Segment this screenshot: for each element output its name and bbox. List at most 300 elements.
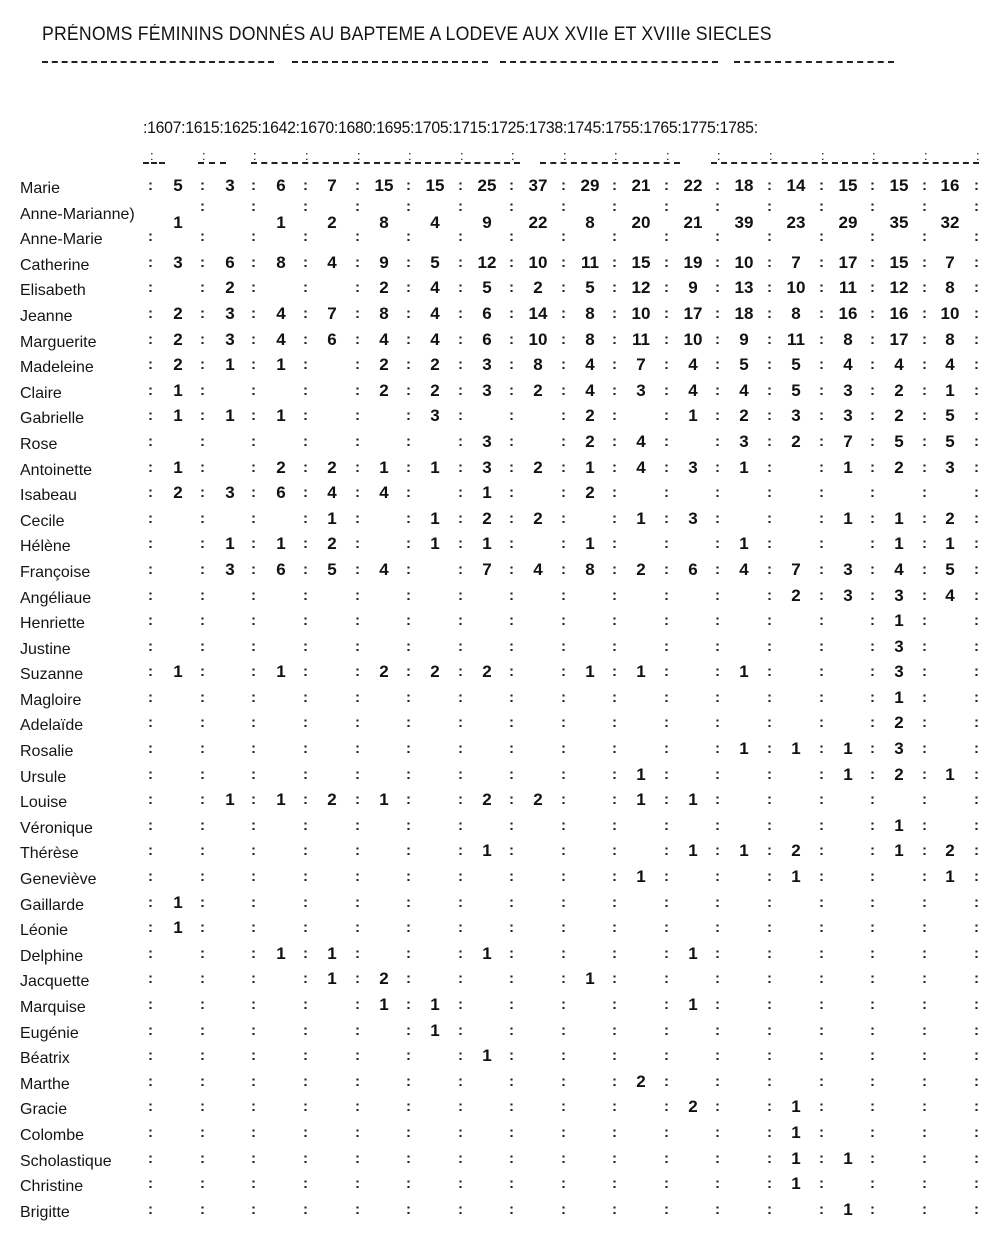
column-separator: :	[922, 714, 927, 732]
column-separator: :	[355, 637, 360, 655]
column-separator: :	[976, 148, 980, 163]
column-separator: :	[767, 637, 772, 655]
column-separator: :	[767, 791, 772, 809]
column-separator: :	[870, 381, 875, 399]
column-separator: :	[251, 944, 256, 962]
cell-value: 1	[945, 534, 955, 554]
column-separator: :	[406, 304, 411, 322]
column-separator: :	[509, 535, 514, 553]
column-separator: :	[870, 177, 875, 194]
row-name: Rose	[20, 435, 58, 453]
cell-value: 15	[838, 176, 858, 195]
column-separator: :	[148, 1123, 153, 1141]
column-separator: :	[561, 893, 566, 911]
title-underline	[42, 54, 894, 68]
column-separator: :	[148, 944, 153, 962]
column-separator: :	[819, 1175, 824, 1193]
column-separator: :	[561, 304, 566, 322]
row-name: Jeanne	[20, 307, 73, 325]
column-separator: :	[870, 197, 875, 215]
column-separator: :	[251, 432, 256, 450]
column-separator: :	[355, 1047, 360, 1065]
column-separator: :	[303, 868, 308, 886]
table-row	[0, 197, 1000, 232]
column-separator: :	[974, 1175, 979, 1193]
column-separator: :	[458, 304, 463, 322]
column-separator: :	[303, 944, 308, 962]
column-separator: :	[509, 868, 514, 886]
row-name: Isabeau	[20, 487, 77, 505]
cell-value: 4	[430, 303, 440, 323]
column-separator: :	[200, 868, 205, 886]
cell-value: 5	[327, 559, 337, 579]
column-separator: :	[767, 1149, 772, 1167]
cell-value: 2	[894, 406, 904, 426]
column-separator: :	[561, 1021, 566, 1039]
cell-value: 5	[430, 252, 440, 272]
column-separator: :	[509, 1047, 514, 1065]
column-separator: :	[200, 893, 205, 911]
column-separator: :	[819, 560, 824, 578]
column-separator: :	[974, 586, 979, 604]
cell-value: 5	[894, 431, 904, 451]
cell-value: 2	[585, 483, 595, 503]
cell-value: 9	[379, 252, 389, 272]
cell-value: 2	[482, 662, 492, 682]
column-separator: :	[509, 432, 514, 450]
column-separator: :	[922, 1200, 927, 1218]
cell-value: 2	[482, 508, 492, 528]
table-row	[0, 227, 1000, 253]
column-separator: :	[612, 1123, 617, 1141]
column-separator: :	[458, 944, 463, 962]
row-name: Elisabeth	[20, 282, 86, 300]
table-row	[0, 1021, 1000, 1047]
column-separator: :	[458, 1149, 463, 1167]
cell-value: 1	[636, 508, 646, 528]
cell-value: 4	[327, 483, 337, 503]
row-name: Marie	[20, 180, 61, 197]
cell-value: 1	[430, 457, 440, 477]
column-separator: :	[406, 740, 411, 758]
column-separator: :	[612, 330, 617, 348]
cell-value: 1	[482, 534, 492, 554]
cell-value: 2	[533, 278, 543, 298]
cell-value: 4	[894, 559, 904, 579]
cell-value: 3	[482, 380, 492, 400]
column-separator: :	[974, 740, 979, 758]
column-separator: :	[767, 893, 772, 911]
cell-value: 2	[945, 508, 955, 528]
column-separator: :	[148, 586, 153, 604]
column-separator: :	[408, 148, 412, 163]
cell-value: 1	[636, 790, 646, 810]
column-separator: :	[509, 1123, 514, 1141]
cell-value: 2	[894, 764, 904, 784]
column-separator: :	[715, 893, 720, 911]
column-separator: :	[458, 765, 463, 783]
row-name: Rosalie	[20, 743, 74, 761]
cell-value: 15	[374, 176, 394, 195]
column-separator: :	[303, 612, 308, 630]
column-separator: :	[148, 996, 153, 1013]
column-separator: :	[922, 688, 927, 706]
column-separator: :	[251, 740, 256, 758]
column-separator: :	[767, 484, 772, 502]
column-separator: :	[974, 1047, 979, 1065]
cell-value: 1	[791, 1097, 801, 1117]
column-separator: :	[612, 1175, 617, 1193]
cell-value: 8	[585, 329, 595, 349]
cell-value: 35	[889, 212, 909, 232]
column-separator: :	[509, 893, 514, 911]
cell-value: 2	[327, 212, 337, 232]
column-separator: :	[406, 1098, 411, 1116]
column-separator: :	[458, 1047, 463, 1065]
column-separator: :	[200, 304, 205, 322]
column-separator: :	[767, 919, 772, 937]
column-separator: :	[509, 612, 514, 630]
column-separator: :	[251, 177, 256, 194]
column-separator: :	[355, 944, 360, 962]
column-separator: :	[303, 816, 308, 834]
cell-value: 8	[843, 329, 853, 349]
cell-value: 21	[683, 212, 703, 232]
column-separator: :	[870, 432, 875, 450]
column-separator: :	[406, 970, 411, 988]
column-separator: :	[715, 1123, 720, 1141]
column-separator: :	[561, 1200, 566, 1218]
column-separator: :	[664, 560, 669, 578]
column-separator: :	[148, 612, 153, 630]
column-separator: :	[974, 970, 979, 988]
column-separator: :	[612, 765, 617, 783]
cell-value: 5	[945, 431, 955, 451]
table-row	[0, 893, 1000, 919]
column-separator: :	[974, 893, 979, 911]
column-separator: :	[406, 816, 411, 834]
cell-value: 1	[843, 508, 853, 528]
column-separator: :	[819, 509, 824, 527]
column-separator: :	[819, 919, 824, 937]
column-separator: :	[922, 996, 927, 1013]
column-separator: :	[406, 458, 411, 476]
column-separator: :	[200, 740, 205, 758]
column-separator: :	[355, 560, 360, 578]
cell-value: 1	[482, 1046, 492, 1066]
column-separator: :	[612, 432, 617, 450]
column-separator: :	[664, 177, 669, 194]
column-separator: :	[251, 560, 256, 578]
table-row	[0, 304, 1000, 330]
row-name: Marquise	[20, 999, 86, 1016]
column-separator: :	[819, 1072, 824, 1090]
column-separator: :	[563, 148, 567, 163]
cell-value: 1	[843, 739, 853, 759]
column-separator: :	[355, 765, 360, 783]
cell-value: 3	[225, 559, 235, 579]
column-separator: :	[715, 432, 720, 450]
column-separator: :	[819, 637, 824, 655]
column-separator: :	[612, 816, 617, 834]
column-separator: :	[612, 637, 617, 655]
column-separator: :	[200, 177, 205, 194]
column-separator: :	[922, 197, 927, 215]
column-separator: :	[870, 228, 875, 246]
column-separator: :	[406, 1149, 411, 1167]
column-separator: :	[767, 868, 772, 886]
cell-value: 2	[688, 1097, 698, 1117]
column-separator: :	[251, 586, 256, 604]
column-separator: :	[561, 177, 566, 194]
column-separator: :	[715, 714, 720, 732]
column-separator: :	[406, 1123, 411, 1141]
cell-value: 3	[843, 585, 853, 605]
column-separator: :	[561, 816, 566, 834]
cell-value: 1	[379, 457, 389, 477]
cell-value: 4	[739, 380, 749, 400]
cell-value: 3	[791, 406, 801, 426]
column-separator: :	[819, 586, 824, 604]
cell-value: 1	[276, 355, 286, 375]
cell-value: 7	[327, 176, 337, 195]
column-separator: :	[148, 484, 153, 502]
cell-value: 1	[791, 739, 801, 759]
column-separator: :	[974, 509, 979, 527]
column-separator: :	[561, 919, 566, 937]
column-separator: :	[148, 304, 153, 322]
cell-value: 1	[585, 662, 595, 682]
cell-value: 10	[734, 252, 754, 272]
column-separator: :	[202, 148, 206, 163]
column-separator: :	[200, 1175, 205, 1193]
column-separator: :	[251, 407, 256, 425]
column-separator: :	[664, 816, 669, 834]
column-separator: :	[767, 304, 772, 322]
cell-value: 8	[379, 212, 389, 232]
column-separator: :	[664, 919, 669, 937]
column-separator: :	[509, 740, 514, 758]
column-separator: :	[664, 458, 669, 476]
cell-value: 1	[430, 508, 440, 528]
table-row	[0, 765, 1000, 791]
column-separator: :	[458, 177, 463, 194]
column-separator: :	[355, 919, 360, 937]
underline-segment	[143, 162, 165, 164]
column-separator: :	[406, 791, 411, 809]
cell-value: 1	[688, 943, 698, 963]
cell-value: 1	[688, 841, 698, 861]
cell-value: 1	[636, 867, 646, 887]
cell-value: 1	[688, 790, 698, 810]
column-separator: :	[509, 586, 514, 604]
cell-value: 1	[225, 406, 235, 426]
column-separator: :	[612, 740, 617, 758]
column-separator: :	[251, 1047, 256, 1065]
column-separator: :	[509, 1149, 514, 1167]
cell-value: 32	[940, 212, 960, 232]
column-separator: :	[148, 970, 153, 988]
column-separator: :	[819, 535, 824, 553]
column-separator: :	[767, 842, 772, 860]
column-separator: :	[767, 535, 772, 553]
column-separator: :	[303, 560, 308, 578]
column-separator: :	[561, 1175, 566, 1193]
column-separator: :	[717, 148, 721, 163]
column-separator: :	[614, 148, 618, 163]
row-name: Marguerite	[20, 333, 97, 351]
column-separator: :	[148, 407, 153, 425]
column-separator: :	[509, 816, 514, 834]
cell-value: 4	[945, 355, 955, 375]
column-separator: :	[303, 407, 308, 425]
column-separator: :	[148, 458, 153, 476]
column-separator: :	[870, 816, 875, 834]
column-separator: :	[355, 304, 360, 322]
column-separator: :	[612, 944, 617, 962]
column-separator: :	[819, 740, 824, 758]
column-separator: :	[406, 535, 411, 553]
column-separator: :	[612, 1200, 617, 1218]
column-separator: :	[200, 356, 205, 374]
column-separator: :	[974, 1123, 979, 1141]
column-separator: :	[509, 944, 514, 962]
column-separator: :	[870, 458, 875, 476]
column-separator: :	[406, 944, 411, 962]
column-separator: :	[922, 842, 927, 860]
column-separator: :	[612, 535, 617, 553]
table-row	[0, 1149, 1000, 1175]
column-separator: :	[148, 1149, 153, 1167]
column-separator: :	[509, 458, 514, 476]
column-separator: :	[922, 791, 927, 809]
column-separator: :	[355, 868, 360, 886]
column-separator: :	[355, 432, 360, 450]
column-separator: :	[200, 330, 205, 348]
column-separator: :	[664, 714, 669, 732]
column-separator: :	[819, 1098, 824, 1116]
table-row	[0, 816, 1000, 842]
column-separator: :	[251, 765, 256, 783]
cell-value: 10	[528, 252, 548, 272]
column-separator: :	[767, 944, 772, 962]
column-separator: :	[715, 740, 720, 758]
cell-value: 11	[632, 329, 650, 349]
column-separator: :	[355, 177, 360, 194]
column-separator: :	[251, 842, 256, 860]
cell-value: 4	[430, 212, 440, 232]
column-separator: :	[612, 381, 617, 399]
column-separator: :	[200, 663, 205, 681]
cell-value: 2	[894, 713, 904, 733]
column-separator: :	[922, 432, 927, 450]
cell-value: 17	[838, 252, 858, 272]
cell-value: 3	[688, 457, 698, 477]
column-separator: :	[664, 1149, 669, 1167]
cell-value: 29	[580, 176, 600, 195]
column-separator: :	[664, 1021, 669, 1039]
cell-value: 10	[631, 303, 651, 323]
cell-value: 22	[683, 176, 703, 195]
column-separator: :	[200, 612, 205, 630]
column-separator: :	[767, 228, 772, 246]
column-separator: :	[922, 330, 927, 348]
cell-value: 1	[585, 457, 595, 477]
column-separator: :	[974, 765, 979, 783]
column-separator: :	[509, 330, 514, 348]
cell-value: 16	[838, 303, 858, 323]
cell-value: 5	[585, 278, 595, 298]
cell-value: 15	[889, 176, 909, 195]
cell-value: 1	[739, 662, 749, 682]
column-separator: :	[406, 1175, 411, 1193]
column-separator: :	[303, 919, 308, 937]
cell-value: 7	[843, 431, 853, 451]
cell-value: 1	[225, 355, 235, 375]
column-separator: :	[458, 714, 463, 732]
column-separator: :	[406, 407, 411, 425]
cell-value: 1	[482, 483, 492, 503]
column-separator: :	[870, 970, 875, 988]
cell-value: 7	[636, 355, 646, 375]
column-separator: :	[974, 791, 979, 809]
column-separator: :	[561, 842, 566, 860]
column-separator: :	[303, 535, 308, 553]
column-separator: :	[355, 663, 360, 681]
column-separator: :	[509, 996, 514, 1013]
column-separator: :	[458, 1021, 463, 1039]
cell-value: 7	[791, 252, 801, 272]
underline-segment	[251, 162, 421, 164]
column-separator: :	[303, 637, 308, 655]
column-separator: :	[509, 688, 514, 706]
column-separator: :	[200, 791, 205, 809]
row-name: Gaillarde	[20, 896, 85, 914]
column-separator: :	[406, 484, 411, 502]
column-separator: :	[819, 279, 824, 297]
column-separator: :	[458, 1200, 463, 1218]
column-separator: :	[612, 458, 617, 476]
column-separator: :	[715, 1200, 720, 1218]
column-separator: :	[355, 407, 360, 425]
column-separator: :	[509, 970, 514, 988]
column-separator: :	[406, 253, 411, 271]
row-name: Léonie	[20, 922, 69, 940]
column-separator: :	[200, 765, 205, 783]
cell-value: 6	[482, 329, 492, 349]
column-separator: :	[251, 663, 256, 681]
table-row	[0, 918, 1000, 944]
cell-value: 23	[786, 212, 806, 232]
cell-value: 4	[843, 355, 853, 375]
column-separator: :	[664, 197, 669, 215]
column-separator: :	[355, 509, 360, 527]
table-row	[0, 586, 1000, 612]
column-separator: :	[715, 407, 720, 425]
column-separator: :	[974, 1149, 979, 1167]
column-separator: :	[561, 228, 566, 246]
column-separator: :	[251, 509, 256, 527]
cell-value: 11	[839, 278, 857, 298]
column-separator: :	[922, 1072, 927, 1090]
column-separator: :	[460, 148, 464, 163]
cell-value: 1	[173, 892, 183, 912]
cell-value: 15	[631, 252, 651, 272]
column-separator: :	[819, 381, 824, 399]
cell-value: 1	[739, 534, 749, 554]
column-separator: :	[870, 330, 875, 348]
column-separator: :	[148, 1021, 153, 1039]
